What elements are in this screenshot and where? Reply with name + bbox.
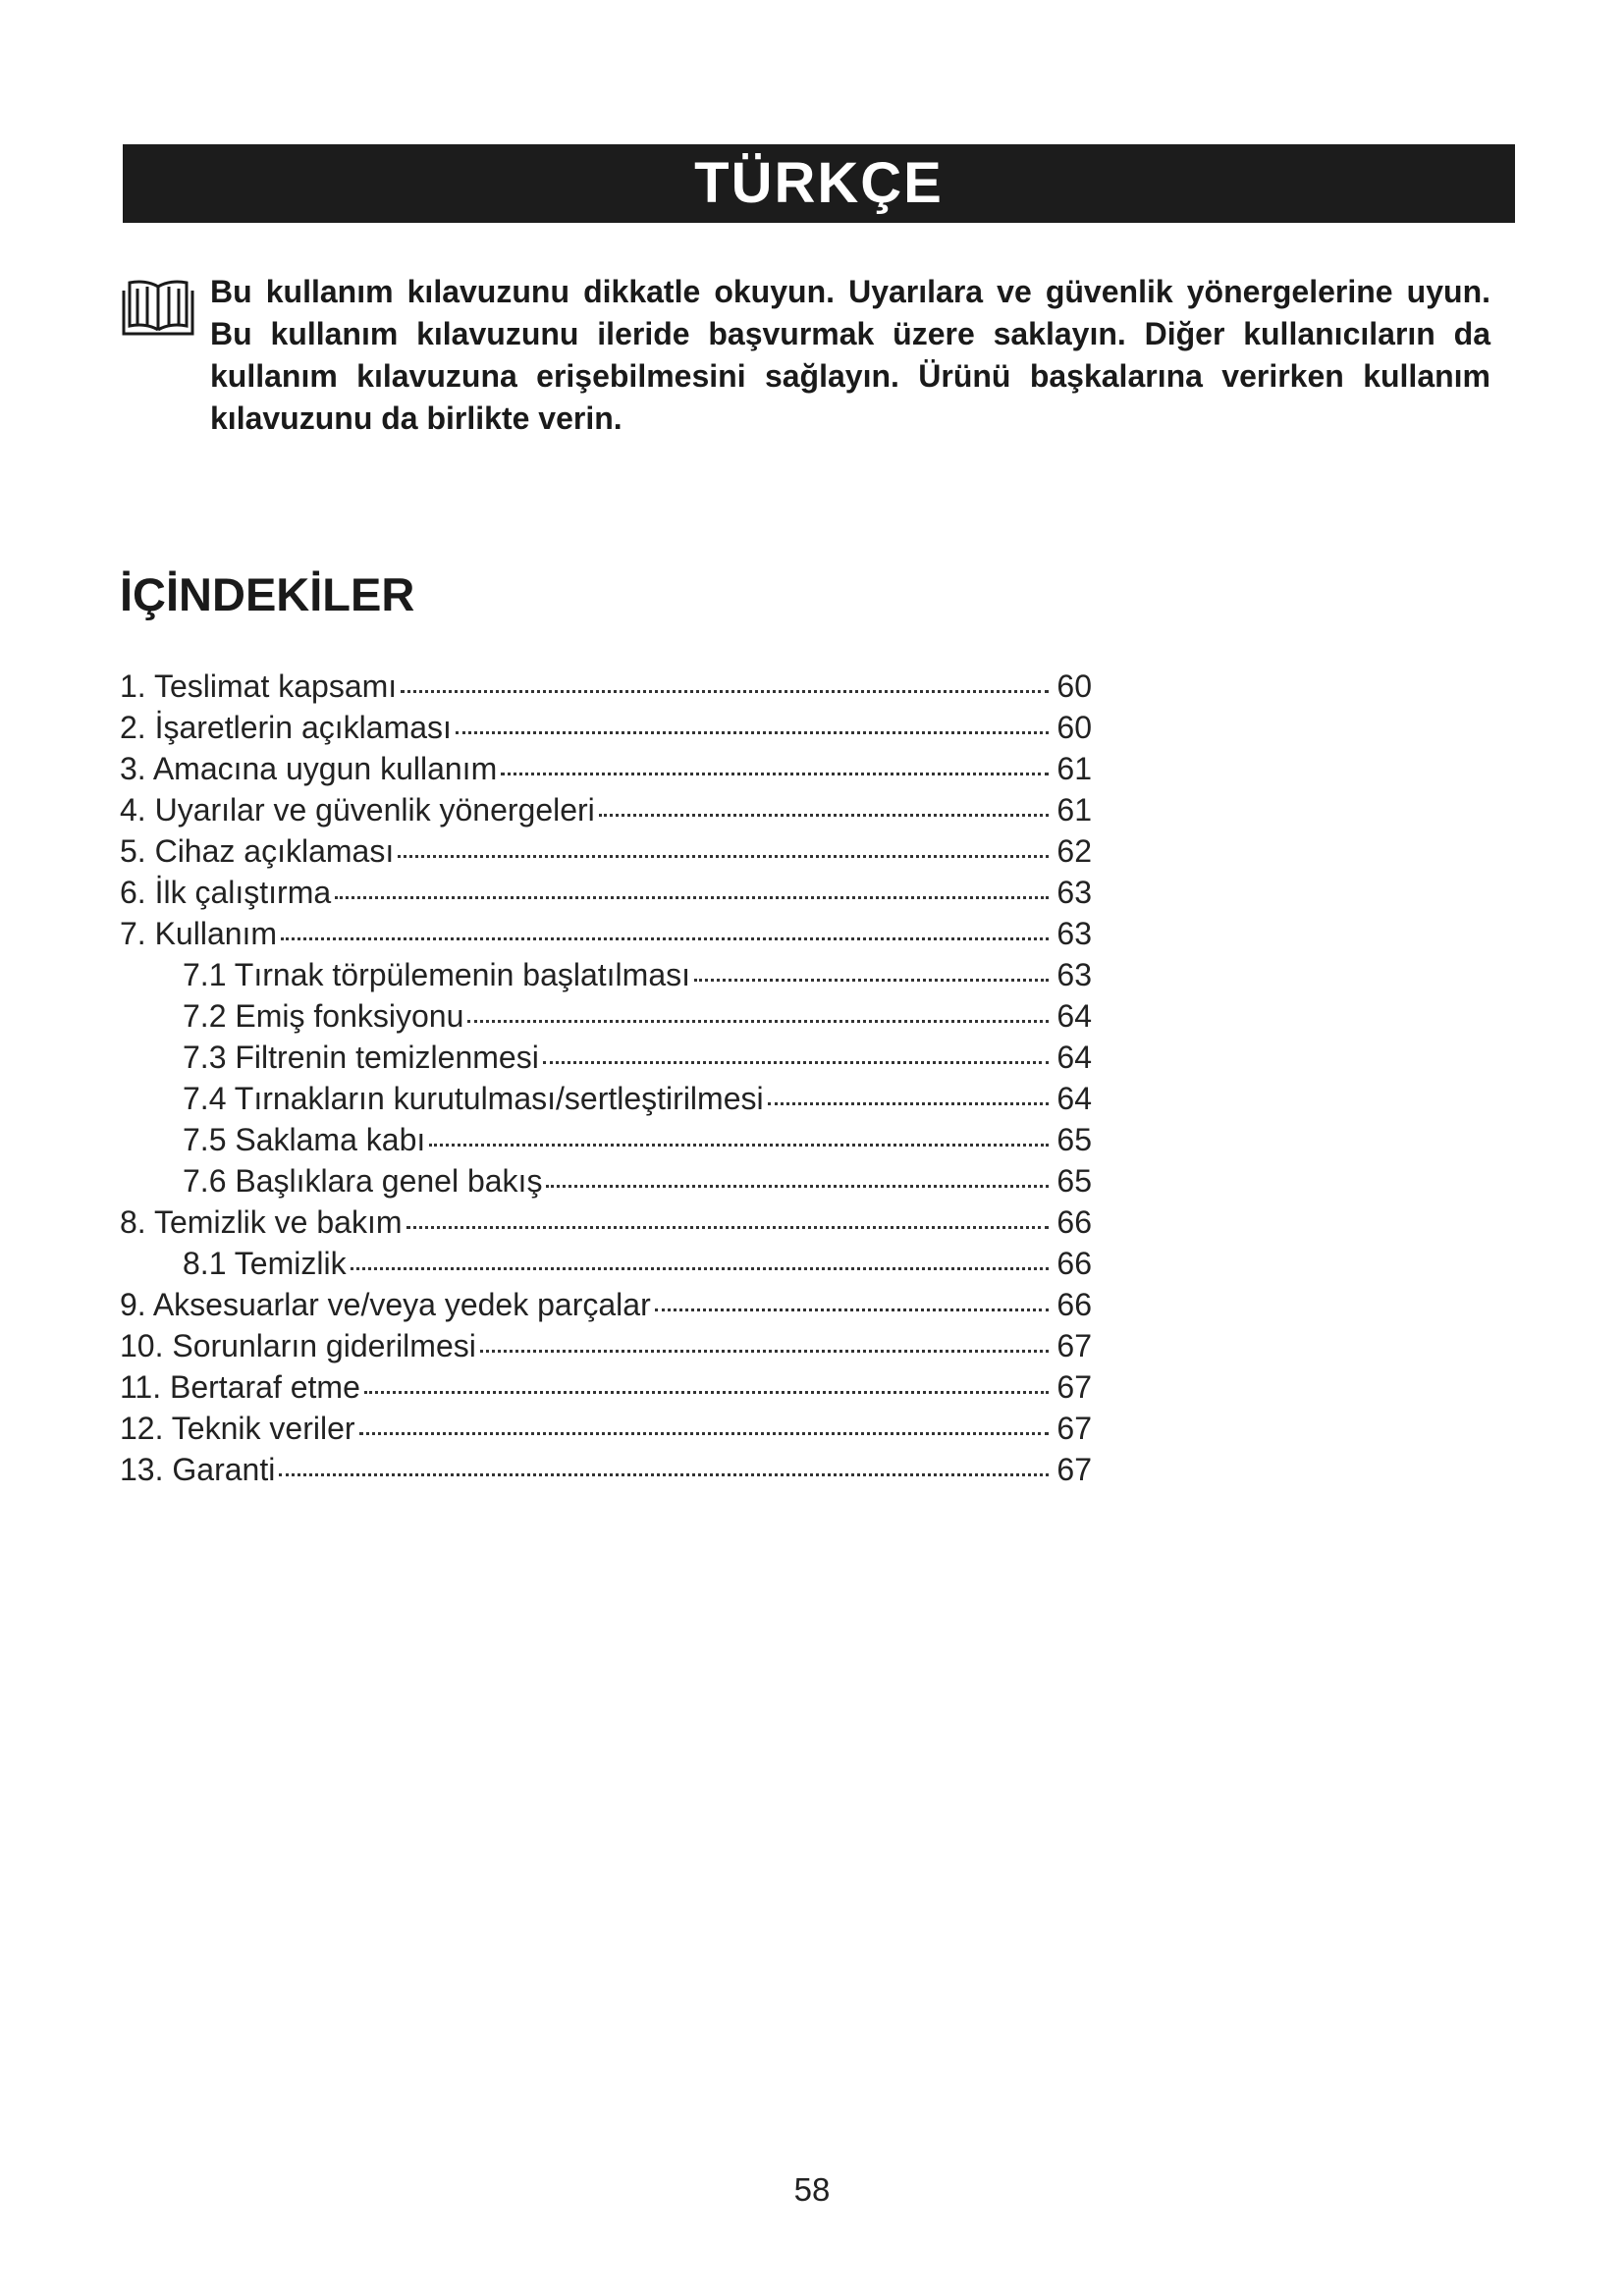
toc-entry-page: 60 [1056,668,1092,704]
toc-entry[interactable] [120,1325,1092,1366]
toc-subentry[interactable] [120,995,1092,1037]
toc-entry-label: 7.1 Tırnak törpülemenin başlatılması [183,957,690,992]
dot-leader [768,1102,1049,1105]
toc-subentry[interactable] [120,1078,1092,1119]
toc-entry-label: 1. Teslimat kapsamı [120,668,398,704]
toc-entry-label: 5. Cihaz açıklaması [120,833,395,869]
toc-entry-page: 67 [1056,1369,1092,1405]
page-number: 58 [793,2171,831,2208]
toc-entry-page: 64 [1056,1040,1092,1075]
toc-entry-label: 2. İşaretlerin açıklaması [120,710,452,745]
toc-entry-page: 66 [1056,1246,1092,1281]
toc-entry-label: 7. Kullanım [120,916,278,951]
toc-entry-page: 61 [1056,792,1092,828]
toc-entry-page: 61 [1056,751,1092,786]
dot-leader [429,1144,1049,1147]
toc-entry[interactable] [120,1201,1092,1243]
dot-leader [480,1350,1049,1353]
toc-entry-page: 63 [1056,875,1092,910]
toc-subentry[interactable] [120,1160,1092,1201]
toc-entry-page: 67 [1056,1411,1092,1446]
toc-entry[interactable] [120,789,1092,830]
toc-entry[interactable] [120,1366,1092,1408]
toc-subentry[interactable] [120,954,1092,995]
toc-title: İÇİNDEKİLER [120,568,415,620]
toc-entry-label: 8. Temizlik ve bakım [120,1204,403,1240]
toc-entry-label: 13. Garanti [120,1452,276,1487]
toc-entry-page: 62 [1056,833,1092,869]
toc-entry-page: 63 [1056,957,1092,992]
toc-entry-label: 9. Aksesuarlar ve/veya yedek parçalar [120,1287,651,1322]
toc-entry-label: 11. Bertaraf etme [120,1369,360,1405]
reading-notice-text: Bu kullanım kılavuzunu dikkatle okuyun. Uyarılara ve güvenlik yönergelerine uyun. Bu kullanım kılavuzunu ileride başvurmak üzere saklayın. Diğer kullanıcıların da kullanım kılavuzuna erişebilmesini sağlayın. Ürünü başkalarına verirken kullanım kılavuzunu da birlikte verin. [210,274,1490,436]
dot-leader [279,1473,1049,1476]
dot-leader [655,1308,1049,1311]
dot-leader [546,1185,1049,1188]
toc-entry-label: 4. Uyarılar ve güvenlik yönergeleri [120,792,595,828]
toc-entry[interactable] [120,830,1092,872]
toc-entry[interactable] [120,707,1092,748]
toc-entry-page: 60 [1056,710,1092,745]
dot-leader [351,1267,1049,1270]
dot-leader [398,855,1049,858]
toc-entry-label: 7.6 Başlıklara genel bakış [183,1163,543,1199]
toc-entry-page: 67 [1056,1452,1092,1487]
open-book-icon [120,275,196,338]
dot-leader [501,773,1049,775]
toc-entry-page: 66 [1056,1287,1092,1322]
toc-entry-page: 66 [1056,1204,1092,1240]
dot-leader [406,1226,1050,1229]
toc-entry-page: 64 [1056,998,1092,1034]
toc-entry-label: 3. Amacına uygun kullanım [120,751,498,786]
dot-leader [694,979,1049,982]
toc-entry-label: 7.4 Tırnakların kurutulması/sertleştirilmesi [183,1081,764,1116]
dot-leader [456,731,1049,734]
dot-leader [335,896,1049,899]
toc-entry[interactable] [120,1408,1092,1449]
dot-leader [364,1391,1049,1394]
toc-entry-label: 7.5 Saklama kabı [183,1122,426,1157]
toc-entry[interactable] [120,666,1092,707]
language-banner [123,144,1515,223]
dot-leader [401,690,1049,693]
toc-entry-label: 7.3 Filtrenin temizlenmesi [183,1040,539,1075]
dot-leader [281,937,1049,940]
toc-entry-label: 12. Teknik veriler [120,1411,355,1446]
toc-subentry[interactable] [120,1243,1092,1284]
toc-entry-page: 65 [1056,1163,1092,1199]
toc-subentry[interactable] [120,1119,1092,1160]
toc-entry[interactable] [120,748,1092,789]
dot-leader [467,1020,1049,1023]
toc-entry-label: 8.1 Temizlik [183,1246,347,1281]
toc-entry[interactable] [120,913,1092,954]
toc-entry-label: 10. Sorunların giderilmesi [120,1328,476,1363]
toc-entry-page: 64 [1056,1081,1092,1116]
toc-subentry[interactable] [120,1037,1092,1078]
dot-leader [599,814,1049,817]
toc-entry[interactable] [120,1284,1092,1325]
toc-entry-page: 67 [1056,1328,1092,1363]
toc-entry[interactable] [120,1449,1092,1490]
table-of-contents [120,666,1092,1490]
toc-entry[interactable] [120,872,1092,913]
toc-entry-label: 7.2 Emiş fonksiyonu [183,998,464,1034]
toc-entry-page: 65 [1056,1122,1092,1157]
toc-entry-page: 63 [1056,916,1092,951]
dot-leader [543,1061,1049,1064]
dot-leader [359,1432,1049,1435]
language-title: TÜRKÇE [694,151,944,215]
toc-entry-label: 6. İlk çalıştırma [120,875,332,910]
